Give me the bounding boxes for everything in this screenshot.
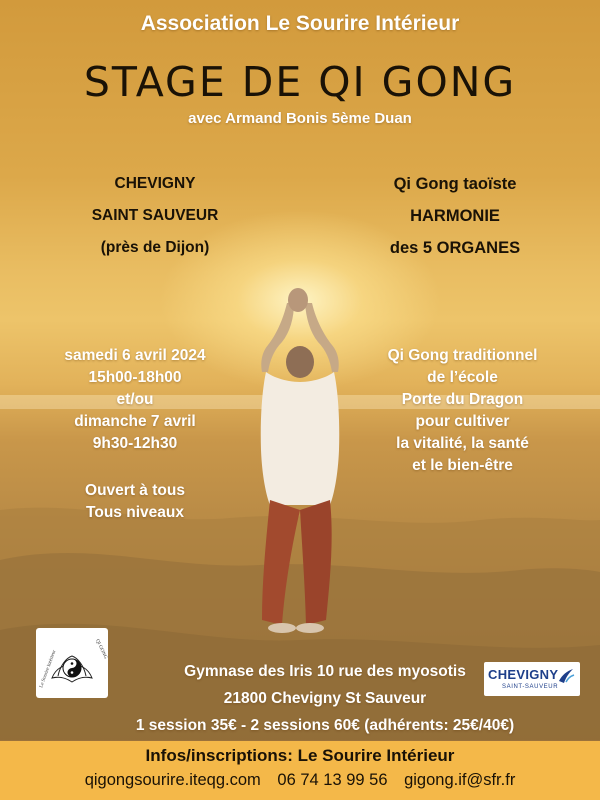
description-line-2: de l’école bbox=[427, 369, 498, 386]
audience-open: Ouvert à tous bbox=[85, 482, 185, 499]
schedule-connector: et/ou bbox=[116, 391, 154, 408]
association-name: Association Le Sourire Intérieur bbox=[140, 12, 460, 35]
venue-prices: 1 session 35€ - 2 sessions 60€ (adhérents: 25€/40€) bbox=[135, 717, 515, 734]
venue-block bbox=[100, 658, 550, 739]
location-block bbox=[55, 168, 255, 264]
description-block bbox=[340, 345, 585, 477]
description-line-3: Porte du Dragon bbox=[401, 391, 524, 408]
audience-block bbox=[20, 480, 250, 524]
footer-contacts bbox=[0, 771, 600, 790]
footer-info-band bbox=[0, 741, 600, 800]
description-line-4: pour cultiver bbox=[415, 413, 510, 430]
location-city-2: SAINT SAUVEUR bbox=[91, 207, 219, 224]
event-title: STAGE DE QI GONG bbox=[83, 58, 517, 106]
schedule-time-2: 9h30-12h30 bbox=[92, 435, 178, 452]
theme-organs: des 5 ORGANES bbox=[389, 239, 521, 257]
city-logo-name: CHEVIGNY bbox=[488, 667, 559, 682]
city-logo bbox=[484, 662, 580, 696]
city-logo-swoosh-icon bbox=[556, 666, 576, 686]
theme-name: HARMONIE bbox=[410, 207, 500, 225]
audience-levels: Tous niveaux bbox=[86, 504, 184, 521]
theme-style: Qi Gong taoïste bbox=[393, 175, 517, 193]
footer-website[interactable]: qigongsourire.iteqg.com bbox=[84, 771, 261, 789]
location-near: (près de Dijon) bbox=[100, 239, 210, 256]
schedule-time-1: 15h00-18h00 bbox=[88, 369, 182, 386]
venue-city: 21800 Chevigny St Sauveur bbox=[223, 690, 427, 707]
footer-info-title: Infos/inscriptions: Le Sourire Intérieur bbox=[145, 746, 455, 765]
description-line-1: Qi Gong traditionnel bbox=[387, 347, 538, 364]
footer-phone[interactable]: 06 74 13 99 56 bbox=[277, 771, 388, 789]
schedule-day-2: dimanche 7 avril bbox=[74, 413, 196, 430]
theme-block bbox=[335, 168, 575, 264]
location-city: CHEVIGNY bbox=[114, 175, 196, 192]
yin-yang-lotus-icon bbox=[36, 628, 108, 698]
city-logo-sub: SAINT-SAUVEUR bbox=[502, 684, 559, 690]
description-line-5: la vitalité, la santé bbox=[396, 435, 529, 452]
event-subtitle: avec Armand Bonis 5ème Duan bbox=[188, 110, 412, 127]
association-logo bbox=[36, 628, 108, 698]
association-logo-text: Le Sourire Intérieur bbox=[39, 649, 58, 689]
schedule-day-1: samedi 6 avril 2024 bbox=[64, 347, 206, 364]
venue-address: Gymnase des Iris 10 rue des myosotis bbox=[184, 663, 466, 680]
schedule-block bbox=[20, 345, 250, 455]
footer-email[interactable]: gigong.if@sfr.fr bbox=[404, 771, 516, 789]
association-logo-text-right: QI GONG bbox=[94, 638, 108, 660]
description-line-6: et le bien-être bbox=[412, 457, 513, 474]
